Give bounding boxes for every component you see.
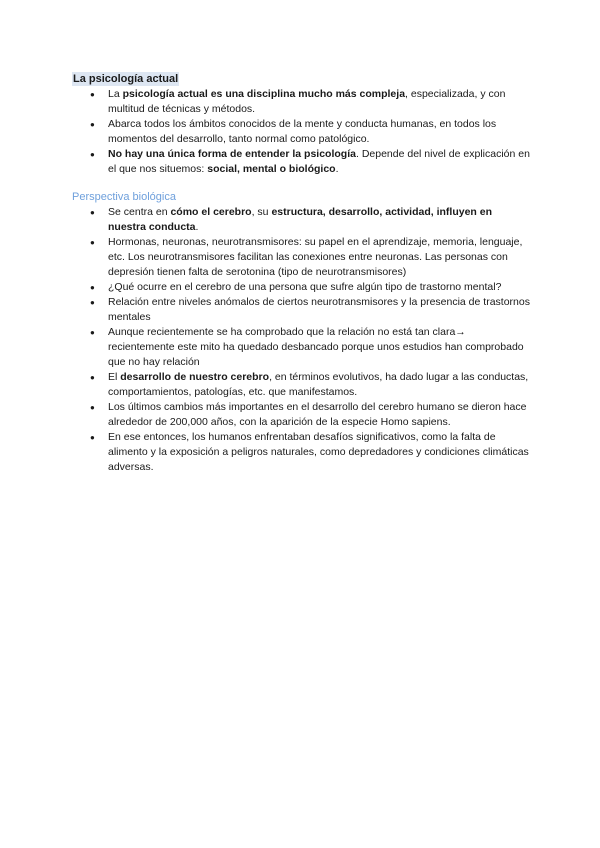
section-title-perspectiva-biologica: Perspectiva biológica (72, 191, 176, 203)
list-item: ● Hormonas, neuronas, neurotransmisores: su papel en el aprendizaje, memoria, lenguaje, etc. Los neurotransmisores facilitan las conexiones entre neuronas. Las personas con depresión tienen falta de serotonina (tipo de neurotransmisores) (90, 235, 530, 280)
bullet-list-psicologia-actual (90, 87, 530, 177)
list-item: ● En ese entonces, los humanos enfrentaban desafíos significativos, como la falta de alimento y la exposición a peligros naturales, como depredadores y condiciones climáticas adversas. (90, 430, 530, 475)
list-item: ● Aunque recientemente se ha comprobado que la relación no está tan clara→ recientemente este mito ha quedado desbancado porque unos estudios han comprobado que no hay relación (90, 325, 530, 370)
list-item: ● Se centra en cómo el cerebro, su estructura, desarrollo, actividad, influyen en nuestra conducta. (90, 205, 530, 235)
list-item: ● Abarca todos los ámbitos conocidos de la mente y conducta humanas, en todos los momentos del desarrollo, tanto normal como patológico. (90, 117, 530, 147)
list-item: ● ¿Qué ocurre en el cerebro de una persona que sufre algún tipo de trastorno mental? (90, 280, 530, 295)
list-item: ● Relación entre niveles anómalos de ciertos neurotransmisores y la presencia de trastornos mentales (90, 295, 530, 325)
list-item: ● El desarrollo de nuestro cerebro, en términos evolutivos, ha dado lugar a las conductas, comportamientos, patologías, etc. que manifestamos. (90, 370, 530, 400)
section-title-psicologia-actual: La psicología actual (73, 73, 179, 85)
list-item: ● La psicología actual es una disciplina mucho más compleja, especializada, y con multitud de técnicas y métodos. (90, 87, 530, 117)
list-item: ● Los últimos cambios más importantes en el desarrollo del cerebro humano se dieron hace alrededor de 200,000 años, con la aparición de la especie Homo sapiens. (90, 400, 530, 430)
list-item: ● No hay una única forma de entender la psicología. Depende del nivel de explicación en el que nos situemos: social, mental o biológico. (90, 147, 530, 177)
bullet-list-perspectiva-biologica (90, 205, 530, 475)
